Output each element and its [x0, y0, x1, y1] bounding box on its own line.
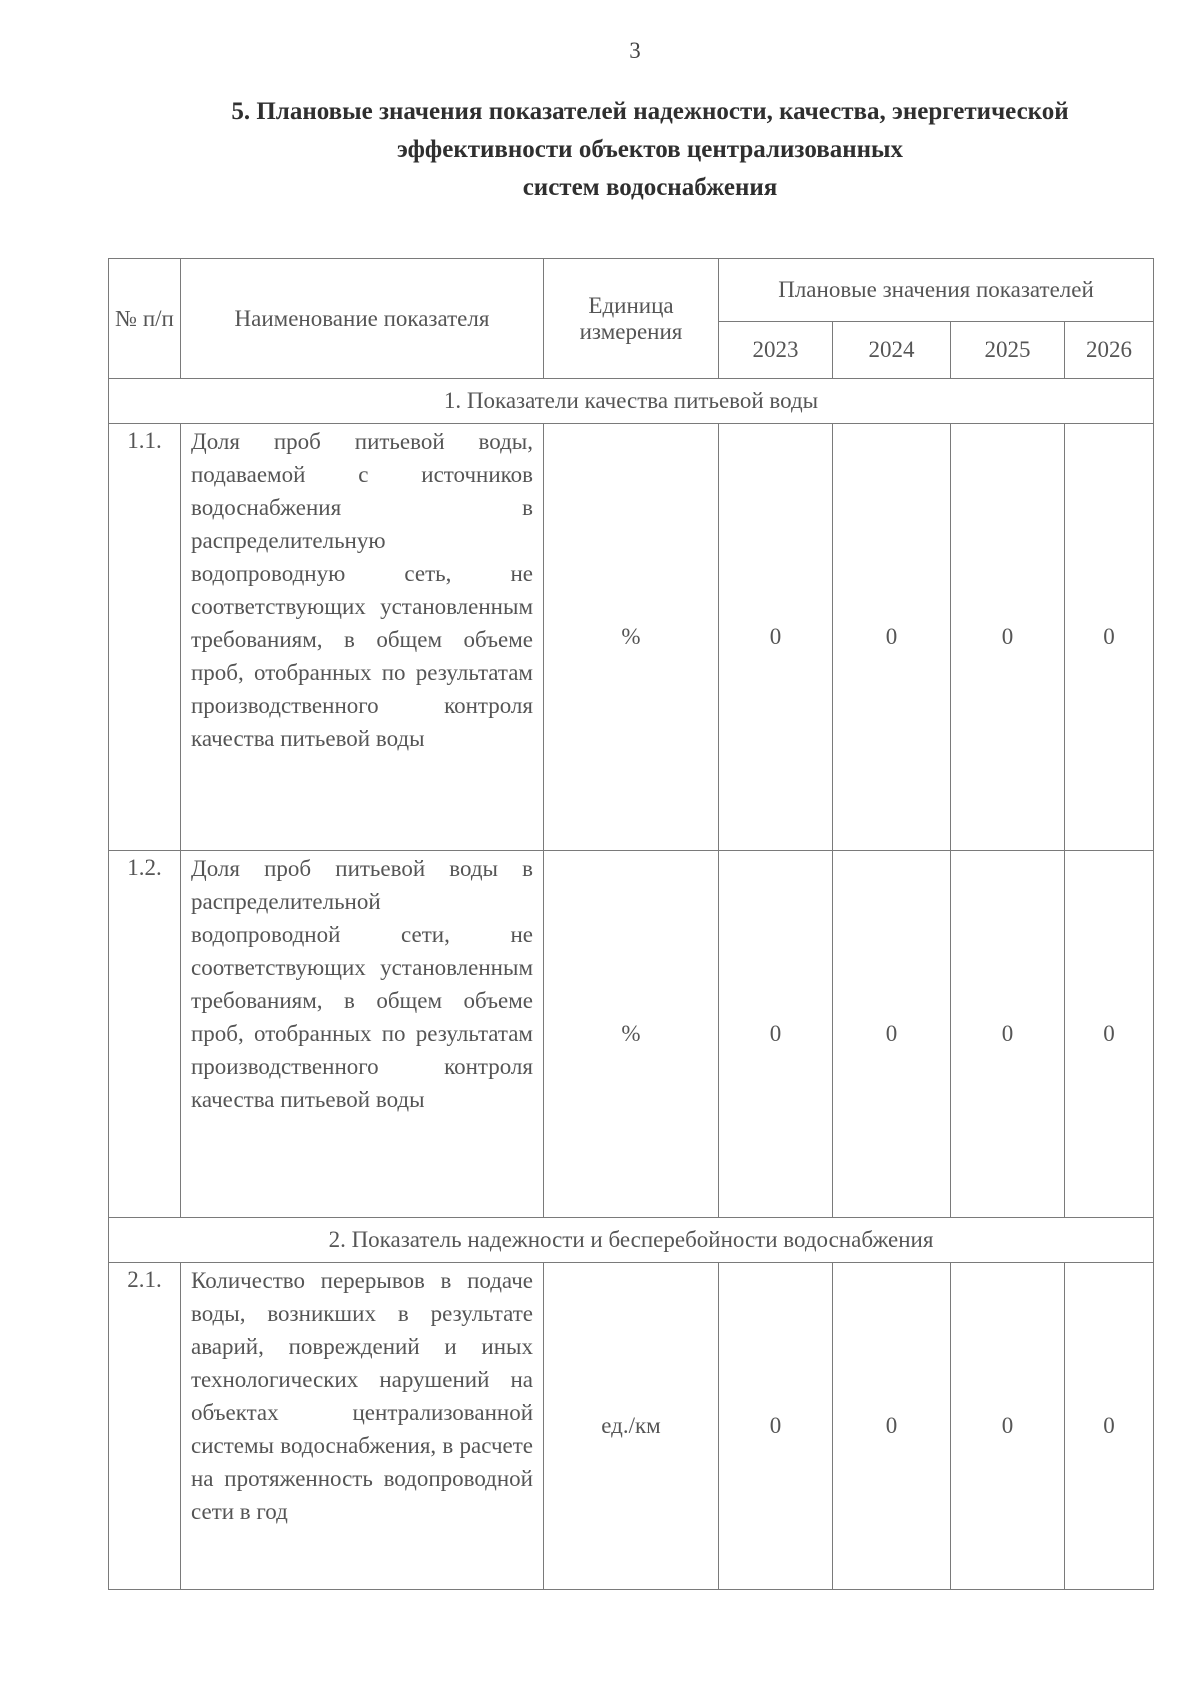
row-value: 0	[719, 851, 833, 1218]
section-row	[109, 1218, 1154, 1263]
row-indicator-name: Доля проб питьевой воды, подаваемой с источников водоснабжения в распределительную водопроводную сеть, не соответствующих установленным требованиям, в общем объеме проб, отобранных по результатам производственного контроля качества питьевой воды	[181, 424, 544, 851]
row-unit: ед./км	[544, 1263, 719, 1590]
row-value: 0	[719, 1263, 833, 1590]
header-year: 2024	[833, 322, 951, 379]
indicators-table	[108, 258, 1154, 1590]
row-number: 1.1.	[109, 424, 181, 851]
row-value: 0	[951, 851, 1065, 1218]
header-planned-values: Плановые значения показателей	[719, 259, 1154, 322]
row-value: 0	[951, 424, 1065, 851]
row-unit: %	[544, 851, 719, 1218]
header-unit: Единица измерения	[544, 259, 719, 379]
row-value: 0	[1065, 424, 1154, 851]
section-title: 1. Показатели качества питьевой воды	[109, 379, 1154, 424]
section-title: 2. Показатель надежности и бесперебойности водоснабжения	[109, 1218, 1154, 1263]
row-value: 0	[833, 1263, 951, 1590]
header-no: № п/п	[109, 259, 181, 379]
row-unit: %	[544, 424, 719, 851]
header-year: 2023	[719, 322, 833, 379]
row-value: 0	[833, 424, 951, 851]
section-heading	[170, 93, 1130, 207]
header-year: 2026	[1065, 322, 1154, 379]
row-indicator-name: Доля проб питьевой воды в распределительной водопроводной сети, не соответствующих установленным требованиям, в общем объеме проб, отобранных по результатам производственного контроля качества питьевой воды	[181, 851, 544, 1218]
table-row	[109, 424, 1154, 851]
row-value: 0	[951, 1263, 1065, 1590]
page-number: 3	[629, 38, 641, 63]
row-value: 0	[833, 851, 951, 1218]
heading-line-3: систем водоснабжения	[522, 174, 778, 201]
row-value: 0	[1065, 851, 1154, 1218]
section-row	[109, 379, 1154, 424]
table-row	[109, 1263, 1154, 1590]
row-value: 0	[719, 424, 833, 851]
row-indicator-name: Количество перерывов в подаче воды, возникших в результате аварий, повреждений и иных технологических нарушений на объектах централизованной системы водоснабжения, в расчете на протяженность водопроводной сети в год	[181, 1263, 544, 1590]
row-number: 1.2.	[109, 851, 181, 1218]
row-number: 2.1.	[109, 1263, 181, 1590]
header-name: Наименование показателя	[181, 259, 544, 379]
table-row	[109, 851, 1154, 1218]
row-value: 0	[1065, 1263, 1154, 1590]
header-year: 2025	[951, 322, 1065, 379]
heading-line-1: 5. Плановые значения показателей надежности, качества, энергетической	[231, 98, 1069, 125]
heading-line-2: эффективности объектов централизованных	[396, 136, 904, 163]
